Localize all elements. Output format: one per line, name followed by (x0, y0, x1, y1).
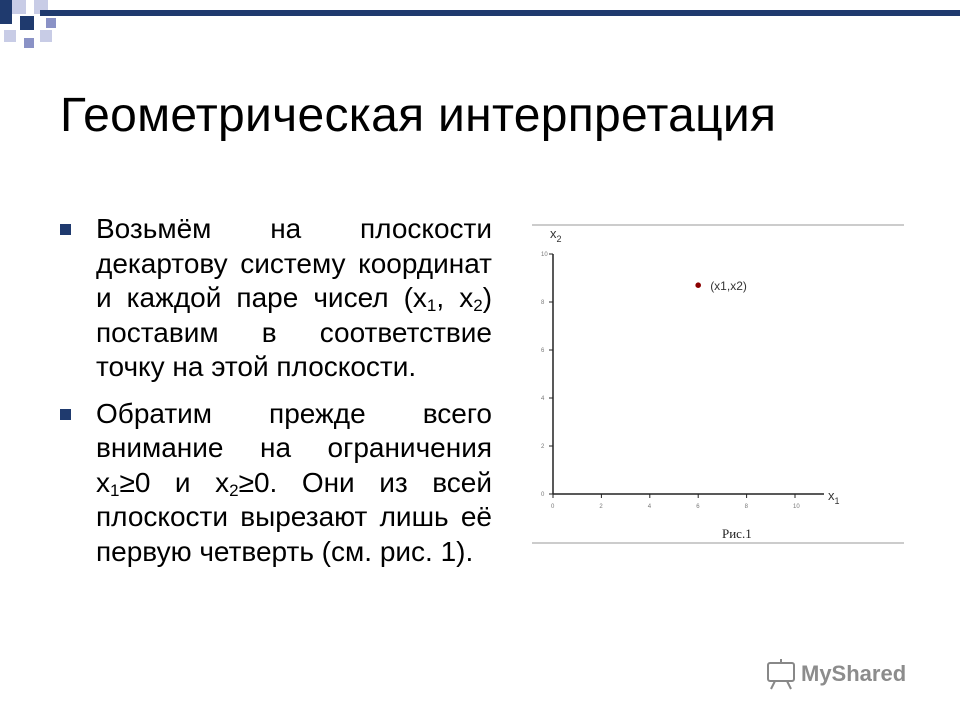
bullet-list (60, 212, 492, 581)
x-tick-label: 4 (647, 504, 652, 510)
x-tick-label: 6 (696, 504, 700, 510)
y-tick-label: 4 (541, 396, 545, 402)
x-tick-label: 0 (551, 504, 555, 510)
y-tick-label: 6 (541, 348, 545, 354)
x-tick-label: 10 (793, 504, 800, 510)
bullet-square-icon (60, 409, 71, 420)
x-tick-label: 8 (744, 504, 748, 510)
presentation-board-icon (768, 659, 794, 689)
bullet-text: Обратим прежде всего внимание на ограничения $x_1\ge 0$ и $x_2\ge 0$. Они из всей плоскости вырезают лишь её первую четверть (см. рис. 1). (96, 397, 493, 567)
point-label: (x1,x2) (710, 279, 747, 294)
deco-square (4, 30, 16, 42)
deco-square (40, 30, 52, 42)
figure-caption: Рис.1 (722, 526, 752, 541)
data-point (695, 282, 701, 288)
x-axis-label: $x_1$ (828, 488, 840, 506)
axis-ticks (541, 252, 800, 510)
coordinate-figure (532, 224, 904, 546)
slide-title: Геометрическая интерпретация (60, 89, 777, 142)
deco-square (20, 16, 34, 30)
deco-square (0, 0, 12, 24)
y-tick-label: 2 (541, 444, 545, 450)
header-rule (40, 10, 960, 16)
y-tick-label: 0 (541, 492, 545, 498)
x-tick-label: 2 (599, 504, 603, 510)
watermark-text: MyShared (801, 661, 907, 686)
bullet-item (60, 397, 492, 570)
bullet-square-icon (60, 224, 71, 235)
myshared-logo (765, 656, 925, 692)
deco-square (12, 0, 26, 14)
deco-square (24, 38, 34, 48)
y-tick-label: 8 (541, 300, 545, 306)
y-axis-label: $x_2$ (550, 226, 562, 244)
y-tick-label: 10 (541, 252, 548, 258)
deco-square (46, 18, 56, 28)
header-decoration (0, 0, 960, 60)
bullet-item (60, 212, 492, 385)
bullet-text: Возьмём на плоскости декартову систему координат и каждой паре чисел ($x_1$, $x_2$) поставим в соответствие точку на этой плоскости. (96, 213, 493, 382)
